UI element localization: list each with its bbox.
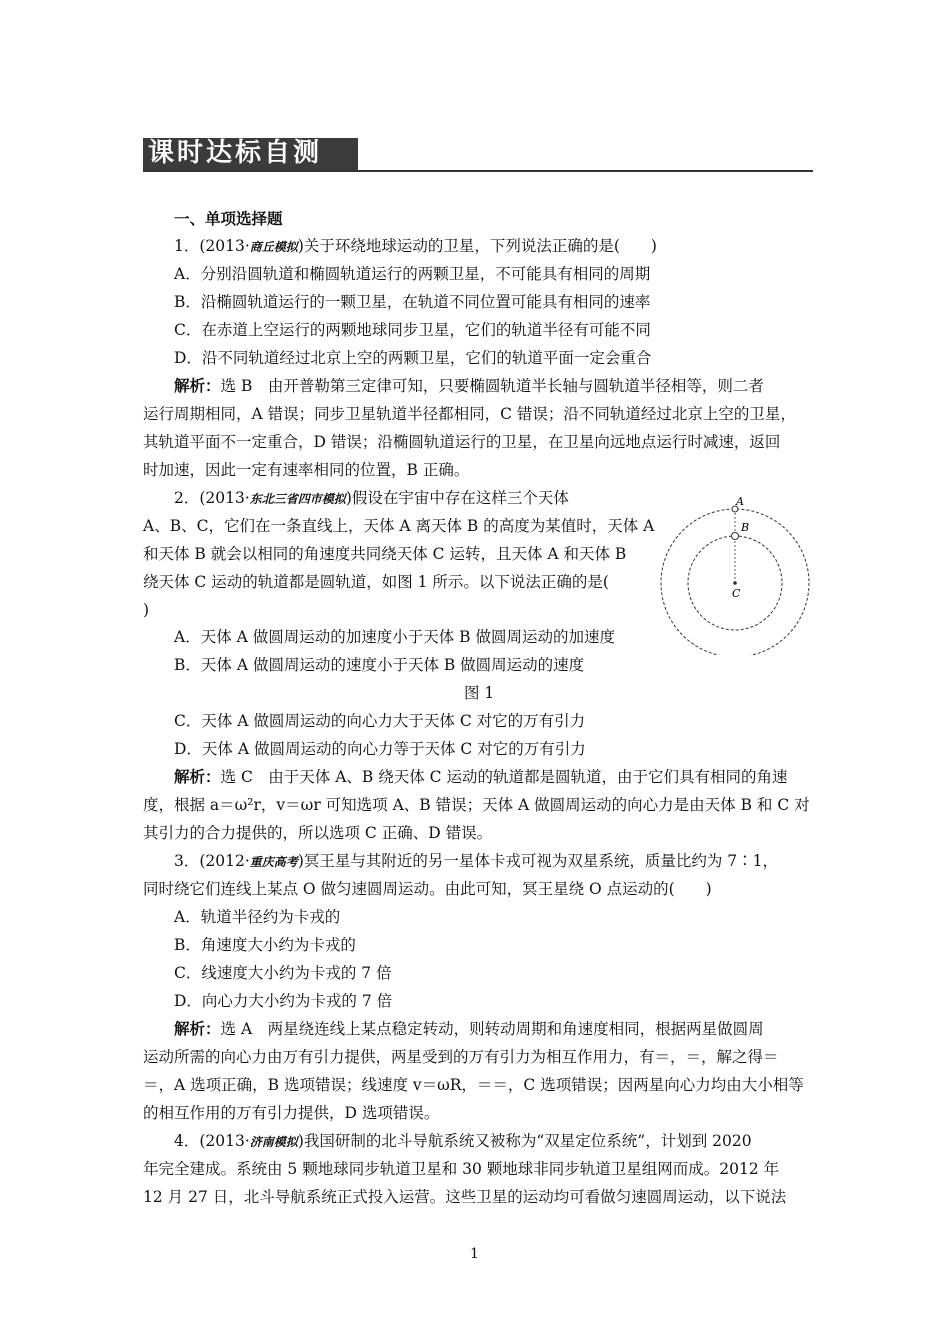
label-b: B [741,521,750,534]
q4-stem-line-3: 12 月 27 日，北斗导航系统正式投入运营。这些卫星的运动均可看做匀速圆周运动，以下说法 [143,1188,787,1206]
q3-answer-line-4: 的相互作用的万有引力提供，D 选项错误。 [143,1104,440,1122]
q1-option-d: D．沿不同轨道经过北京上空的两颗卫星，它们的轨道平面一定会重合 [174,349,652,367]
section-title: 一、单项选择题 [174,209,283,228]
body-b [732,533,739,540]
q3-answer-line-1 [174,1019,764,1039]
q3-stem-pre: 3．(2012· [174,852,250,870]
q1-answer-text-1: 选 B 由开普勒第三定律可知，只要椭圆轨道半长轴与圆轨道半径相等，则二者 [220,377,764,395]
q2-answer-label: 解析： [174,767,221,786]
q4-stem-pre: 4．(2013· [174,1132,250,1150]
q2-option-b: B．天体 A 做圆周运动的速度小于天体 B 做圆周运动的速度 [174,656,585,674]
q2-option-a: A．天体 A 做圆周运动的加速度小于天体 B 做圆周运动的加速度 [174,628,615,646]
q2-option-d: D．天体 A 做圆周运动的向心力等于天体 C 对它的万有引力 [174,740,586,758]
page-title: 课时达标自测 [148,138,323,168]
q3-option-a: A．轨道半径约为卡戎的 [174,908,341,926]
q1-answer-line-1 [174,376,764,396]
q3-answer-text-1: 选 A 两星绕连线上某点稳定转动，则转动周期和角速度相同，根据两星做圆周 [220,1020,764,1038]
q3-option-c: C．线速度大小约为卡戎的 7 倍 [174,964,392,982]
q3-option-b: B．角速度大小约为卡戎的 [174,936,356,954]
q3-option-d: D．向心力大小约为卡戎的 7 倍 [174,992,393,1010]
q1-source: 商丘模拟 [249,240,298,254]
q3-answer-line-2: 运动所需的向心力由万有引力提供，两星受到的万有引力为相互作用力，有＝，＝，解之得＝ [143,1048,779,1066]
label-a: A [736,495,744,508]
q4-stem-line-2: 年完全建成。系统由 5 颗地球同步轨道卫星和 30 颗地球非同步轨道卫星组网而成。2012 年 [143,1160,780,1178]
q1-option-b: B．沿椭圆轨道运行的一颗卫星，在轨道不同位置可能具有相同的速率 [174,293,651,311]
q2-stem-post: )假设在宇宙中存在这样三个天体 [345,489,569,507]
q4-stem-post: )我国研制的北斗导航系统又被称为“双星定位系统”，计划到 2020 [297,1132,752,1150]
q2-answer-line-1 [174,767,787,787]
q2-answer-line-3: 其引力的合力提供的，所以选项 C 正确、D 错误。 [143,824,493,842]
q2-stem-line-4: 绕天体 C 运动的轨道都是圆轨道，如图 1 所示。以下说法正确的是( [143,573,609,591]
q2-option-c: C．天体 A 做圆周运动的向心力大于天体 C 对它的万有引力 [174,712,586,730]
body-c [733,581,737,585]
q3-source: 重庆高考 [249,855,298,869]
q3-stem-post: )冥王星与其附近的另一星体卡戎可视为双星系统，质量比约为 7∶1， [297,852,779,870]
q2-stem-line-5: ) [143,601,150,619]
q1-option-c: C．在赤道上空运行的两颗地球同步卫星，它们的轨道半径有可能不同 [174,321,651,339]
q2-stem-line-2: A、B、C，它们在一条直线上，天体 A 离天体 B 的高度为某值时，天体 A [143,517,655,535]
page-number: 1 [470,1246,479,1262]
q2-answer-text-1: 选 C 由于天体 A、B 绕天体 C 运动的轨道都是圆轨道，由于它们具有相同的角速 [220,768,788,786]
q4-stem [174,1131,752,1152]
label-c: C [732,587,741,600]
q4-source: 济南模拟 [249,1135,298,1149]
q1-answer-line-4: 时加速，因此一定有速率相同的位置，B 正确。 [143,461,470,479]
q3-stem [174,851,778,872]
q2-answer-line-2: 度，根据 a＝ω²r，v＝ωr 可知选项 A、B 错误；天体 A 做圆周运动的向心力是由天体 B 和 C 对 [143,796,810,814]
q1-stem-pre: 1．(2013· [174,237,250,255]
q1-answer-label: 解析： [174,376,221,395]
q2-stem [174,488,569,509]
q1-stem [174,236,657,257]
q3-answer-line-3: ＝，A 选项正确，B 选项错误；线速度 v＝ωR，＝＝，C 选项错误；因两星向心力均由大小相等 [143,1076,804,1094]
q2-stem-line-3: 和天体 B 就会以相同的角速度共同绕天体 C 运转，且天体 A 和天体 B [143,545,627,563]
q1-answer-line-3: 其轨道平面不一定重合，D 错误；沿椭圆轨道运行的卫星，在卫星向远地点运行时减速，返回 [143,433,781,451]
q1-answer-line-2: 运行周期相同，A 错误；同步卫星轨道半径都相同，C 错误；沿不同轨道经过北京上空的卫星， [143,405,796,423]
q3-answer-label: 解析： [174,1019,221,1038]
orbit-figure [660,495,810,655]
q3-stem-line-2: 同时绕它们连线上某点 O 做匀速圆周运动。由此可知，冥王星绕 O 点运动的( ) [143,880,712,898]
figure-caption: 图 1 [464,684,495,702]
header-rule [143,170,813,172]
q1-stem-post: )关于环绕地球运动的卫星，下列说法正确的是( ) [297,237,657,255]
q2-stem-pre: 2．(2013· [174,489,250,507]
q2-source: 东北三省四市模拟 [249,492,346,506]
q1-option-a: A．分别沿圆轨道和椭圆轨道运行的两颗卫星，不可能具有相同的周期 [174,265,651,283]
